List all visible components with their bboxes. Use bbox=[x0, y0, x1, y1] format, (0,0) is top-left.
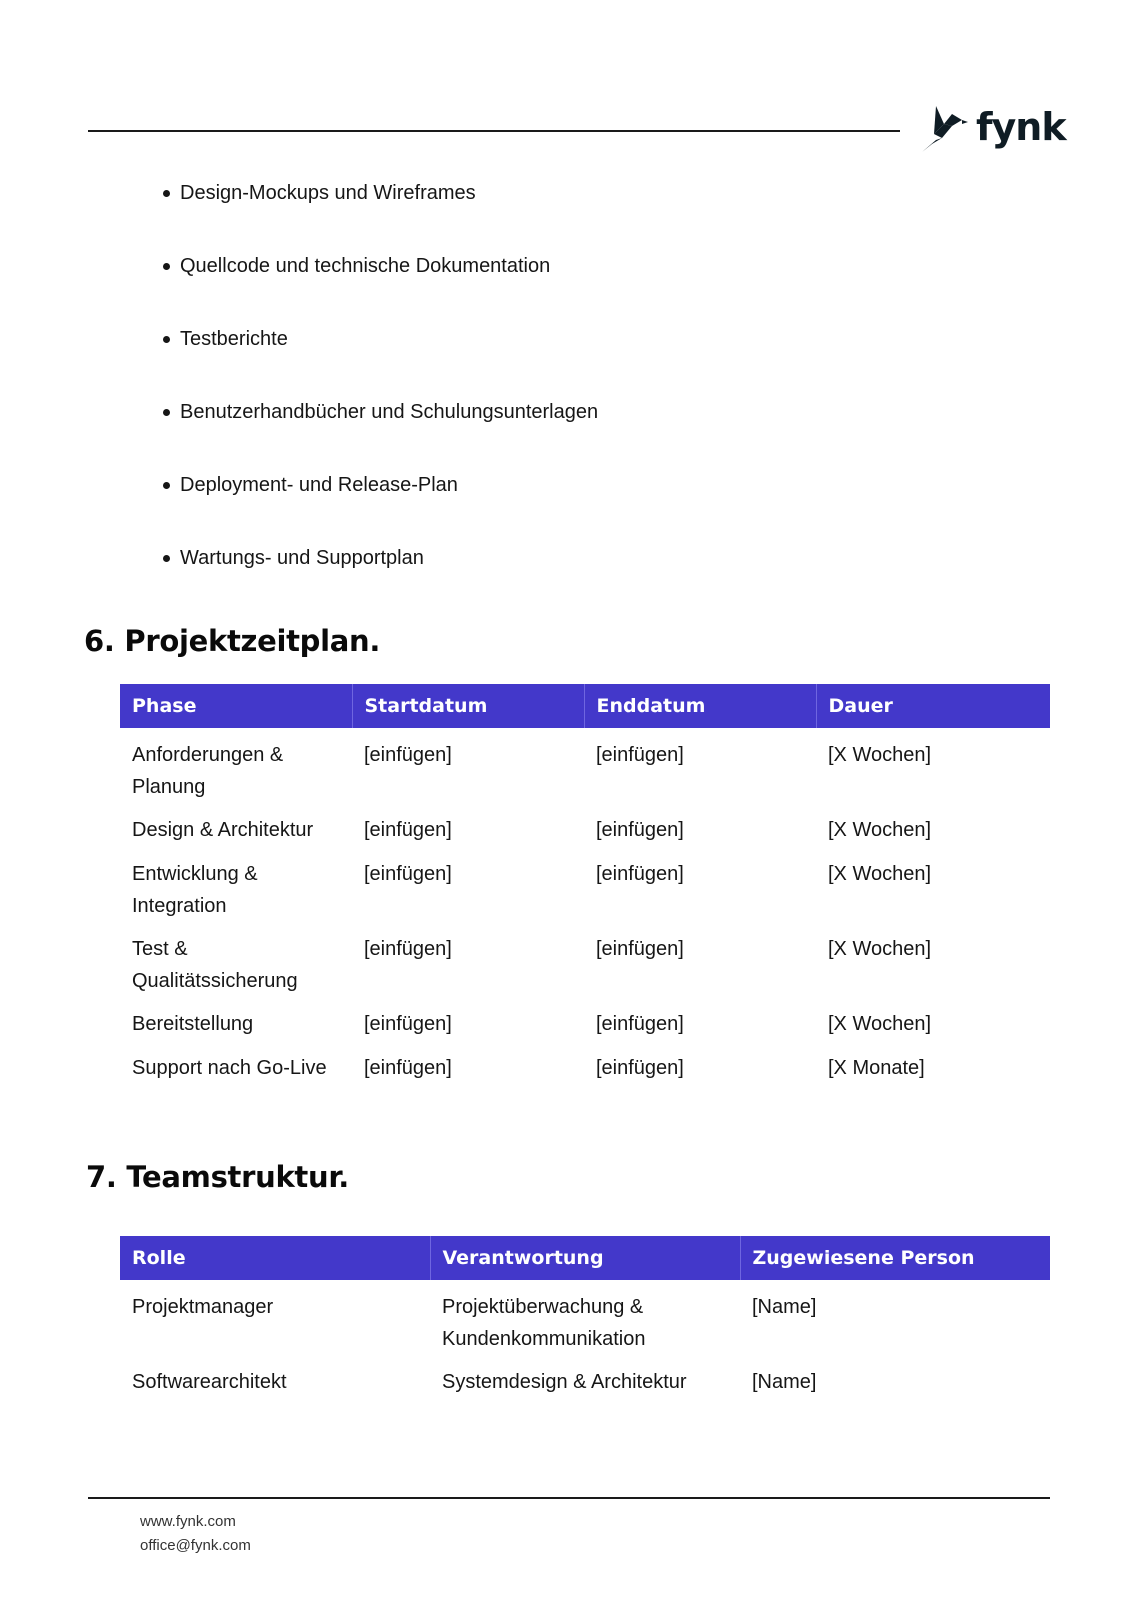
footer-email: office@fynk.com bbox=[140, 1537, 251, 1554]
bullet-icon bbox=[163, 555, 170, 562]
table-cell: [X Wochen] bbox=[828, 863, 932, 885]
column-header-startdatum: Startdatum bbox=[352, 684, 584, 728]
table-cell: [Name] bbox=[752, 1371, 817, 1393]
table-header-row bbox=[120, 684, 1050, 728]
footer bbox=[140, 1510, 251, 1558]
fynk-bird-icon bbox=[922, 104, 970, 156]
logo-wordmark: fynk bbox=[976, 105, 1066, 149]
table-cell: Anforderungen & Planung bbox=[132, 744, 284, 798]
deliverables-list bbox=[160, 180, 598, 618]
list-item bbox=[160, 180, 598, 253]
footer-website: www.fynk.com bbox=[140, 1513, 236, 1530]
bullet-icon bbox=[163, 482, 170, 489]
list-item-text: Wartungs- und Supportplan bbox=[180, 547, 424, 569]
table-row bbox=[120, 1041, 1050, 1116]
table-cell: Entwicklung & Integration bbox=[132, 863, 258, 917]
table-cell: [X Wochen] bbox=[828, 1013, 932, 1035]
table-cell: [einfügen] bbox=[596, 819, 684, 841]
column-header-dauer: Dauer bbox=[816, 684, 1050, 728]
column-header-verantwortung: Verantwortung bbox=[430, 1236, 740, 1280]
table-row bbox=[120, 1280, 1050, 1355]
bullet-icon bbox=[163, 336, 170, 343]
table-cell: [einfügen] bbox=[596, 744, 684, 766]
table-cell: Systemdesign & Architektur bbox=[442, 1371, 687, 1393]
table-cell: Design & Architektur bbox=[132, 819, 314, 841]
column-header-phase: Phase bbox=[120, 684, 352, 728]
table-cell: [einfügen] bbox=[364, 819, 452, 841]
bullet-icon bbox=[163, 190, 170, 197]
table-cell: [einfügen] bbox=[596, 863, 684, 885]
table-cell: [X Wochen] bbox=[828, 819, 932, 841]
table-header-row bbox=[120, 1236, 1050, 1280]
header-divider bbox=[88, 130, 900, 132]
column-header-zugewiesene-person: Zugewiesene Person bbox=[740, 1236, 1050, 1280]
table-row bbox=[120, 847, 1050, 922]
column-header-rolle: Rolle bbox=[120, 1236, 430, 1280]
list-item bbox=[160, 545, 598, 618]
list-item-text: Quellcode und technische Dokumentation bbox=[180, 255, 551, 277]
list-item-text: Testberichte bbox=[180, 328, 288, 350]
column-header-enddatum: Enddatum bbox=[584, 684, 816, 728]
table-cell: [einfügen] bbox=[596, 938, 684, 960]
table-cell: Projektüberwachung & Kundenkommunikation bbox=[442, 1296, 646, 1350]
list-item bbox=[160, 472, 598, 545]
table-cell: [X Wochen] bbox=[828, 938, 932, 960]
fynk-logo bbox=[922, 104, 1066, 156]
table-cell: [einfügen] bbox=[364, 863, 452, 885]
schedule-section-title: 6. Projektzeitplan. bbox=[84, 624, 381, 658]
table-cell: [einfügen] bbox=[364, 938, 452, 960]
table-cell: Support nach Go-Live bbox=[132, 1057, 327, 1079]
list-item-text: Design-Mockups und Wireframes bbox=[180, 182, 476, 204]
table-cell: Projektmanager bbox=[132, 1296, 274, 1318]
list-item-text: Deployment- und Release-Plan bbox=[180, 474, 458, 496]
bullet-icon bbox=[163, 409, 170, 416]
table-cell: [Name] bbox=[752, 1296, 817, 1318]
team-section-title: 7. Teamstruktur. bbox=[86, 1160, 349, 1194]
table-cell: [einfügen] bbox=[596, 1057, 684, 1079]
bullet-icon bbox=[163, 263, 170, 270]
footer-divider bbox=[88, 1497, 1050, 1499]
table-cell: [X Monate] bbox=[828, 1057, 925, 1079]
list-item bbox=[160, 399, 598, 472]
table-cell: Bereitstellung bbox=[132, 1013, 254, 1035]
team-table bbox=[120, 1236, 1050, 1399]
schedule-table bbox=[120, 684, 1050, 1116]
table-row bbox=[120, 1355, 1050, 1399]
table-row bbox=[120, 997, 1050, 1041]
table-cell: [einfügen] bbox=[364, 1057, 452, 1079]
table-row bbox=[120, 728, 1050, 803]
table-row bbox=[120, 803, 1050, 847]
table-cell: [X Wochen] bbox=[828, 744, 932, 766]
table-row bbox=[120, 922, 1050, 997]
table-cell: Softwarearchitekt bbox=[132, 1371, 287, 1393]
list-item bbox=[160, 326, 598, 399]
list-item bbox=[160, 253, 598, 326]
table-cell: [einfügen] bbox=[596, 1013, 684, 1035]
list-item-text: Benutzerhandbücher und Schulungsunterlagen bbox=[180, 401, 599, 423]
table-cell: [einfügen] bbox=[364, 1013, 452, 1035]
table-cell: Test & Qualitätssicherung bbox=[132, 938, 298, 992]
table-cell: [einfügen] bbox=[364, 744, 452, 766]
